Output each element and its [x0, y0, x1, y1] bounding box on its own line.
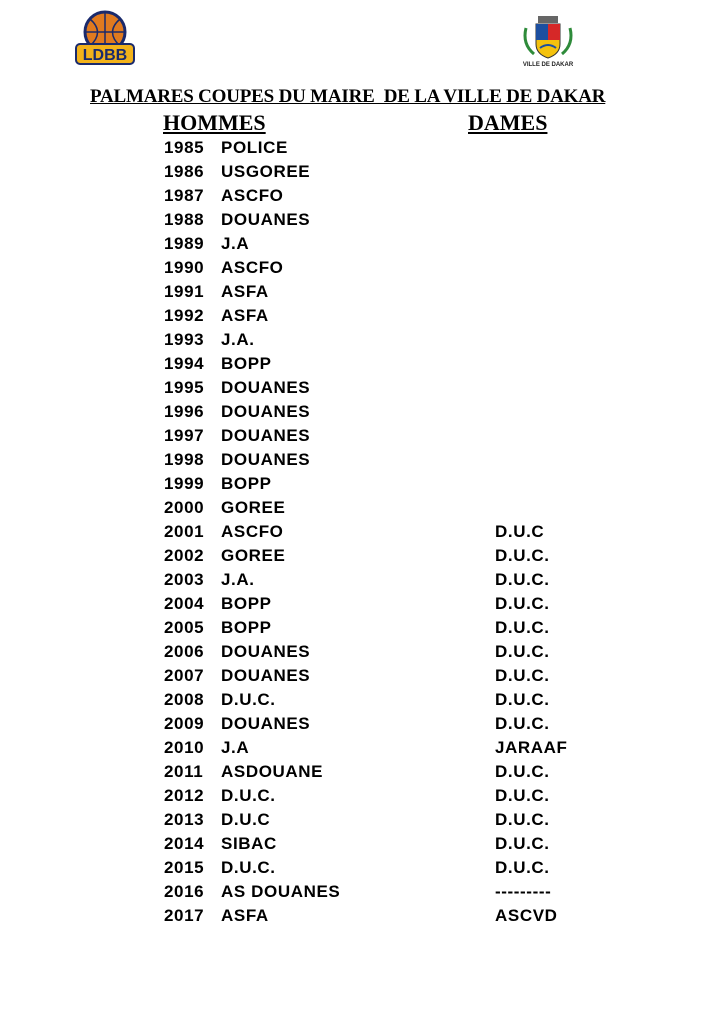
- row-year: 1991: [164, 282, 205, 301]
- row-women-winner: ASCVD: [495, 906, 558, 925]
- row-year: 1999: [164, 474, 205, 493]
- row-year: 2017: [164, 906, 205, 925]
- result-row: [0, 856, 723, 880]
- row-men-winner: BOPP: [221, 618, 272, 637]
- row-men-winner: ASFA: [221, 306, 269, 325]
- result-row: [0, 208, 723, 232]
- result-row: [0, 520, 723, 544]
- results-list: [0, 136, 723, 928]
- row-women-winner: D.U.C: [495, 522, 545, 541]
- result-row: [0, 568, 723, 592]
- row-women-winner: D.U.C.: [495, 666, 550, 685]
- row-men-winner: DOUANES: [221, 450, 311, 469]
- row-men-winner: DOUANES: [221, 378, 311, 397]
- row-men-winner: ASCFO: [221, 186, 284, 205]
- row-year: 2009: [164, 714, 205, 733]
- row-women-winner: D.U.C.: [495, 618, 550, 637]
- row-year: 2012: [164, 786, 205, 805]
- row-men-winner: J.A: [221, 738, 250, 757]
- row-year: 1993: [164, 330, 205, 349]
- result-row: [0, 688, 723, 712]
- row-men-winner: J.A.: [221, 330, 255, 349]
- row-women-winner: D.U.C.: [495, 810, 550, 829]
- row-men-winner: USGOREE: [221, 162, 311, 181]
- row-men-winner: D.U.C.: [221, 690, 276, 709]
- result-row: [0, 592, 723, 616]
- row-year: 1997: [164, 426, 205, 445]
- row-men-winner: DOUANES: [221, 714, 311, 733]
- result-row: [0, 256, 723, 280]
- row-year: 2007: [164, 666, 205, 685]
- row-men-winner: BOPP: [221, 474, 272, 493]
- women-column-header: DAMES: [468, 110, 548, 135]
- coat-of-arms-caption: VILLE DE DAKAR: [522, 62, 574, 68]
- row-year: 2000: [164, 498, 205, 517]
- row-year: 2003: [164, 570, 205, 589]
- row-year: 2013: [164, 810, 205, 829]
- row-men-winner: DOUANES: [221, 210, 311, 229]
- result-row: [0, 376, 723, 400]
- row-women-winner: JARAAF: [495, 738, 568, 757]
- row-year: 1995: [164, 378, 205, 397]
- row-year: 2002: [164, 546, 205, 565]
- row-men-winner: J.A: [221, 234, 250, 253]
- row-year: 2014: [164, 834, 205, 853]
- result-row: [0, 160, 723, 184]
- result-row: [0, 760, 723, 784]
- result-row: [0, 304, 723, 328]
- row-men-winner: ASFA: [221, 282, 269, 301]
- men-column-header: HOMMES: [163, 110, 266, 135]
- page-title: PALMARES COUPES DU MAIRE DE LA VILLE DE DAKAR: [90, 86, 606, 107]
- result-row: [0, 712, 723, 736]
- row-year: 1989: [164, 234, 205, 253]
- row-men-winner: BOPP: [221, 354, 272, 373]
- row-year: 2010: [164, 738, 205, 757]
- result-row: [0, 424, 723, 448]
- result-row: [0, 448, 723, 472]
- row-men-winner: GOREE: [221, 546, 286, 565]
- row-men-winner: DOUANES: [221, 642, 311, 661]
- row-women-winner: D.U.C.: [495, 858, 550, 877]
- league-logo-text: LDBB: [82, 47, 128, 64]
- row-men-winner: ASCFO: [221, 522, 284, 541]
- row-year: 2001: [164, 522, 205, 541]
- row-year: 2015: [164, 858, 205, 877]
- league-logo: [74, 10, 136, 68]
- row-men-winner: SIBAC: [221, 834, 277, 853]
- row-women-winner: D.U.C.: [495, 786, 550, 805]
- row-women-winner: D.U.C.: [495, 594, 550, 613]
- row-women-winner: ---------: [495, 882, 552, 901]
- row-men-winner: D.U.C: [221, 810, 271, 829]
- result-row: [0, 880, 723, 904]
- result-row: [0, 136, 723, 160]
- row-year: 2005: [164, 618, 205, 637]
- row-men-winner: ASDOUANE: [221, 762, 324, 781]
- row-men-winner: D.U.C.: [221, 858, 276, 877]
- row-women-winner: D.U.C.: [495, 642, 550, 661]
- row-men-winner: DOUANES: [221, 666, 311, 685]
- row-men-winner: D.U.C.: [221, 786, 276, 805]
- city-coat-of-arms: [518, 14, 578, 74]
- result-row: [0, 736, 723, 760]
- result-row: [0, 664, 723, 688]
- row-year: 1987: [164, 186, 205, 205]
- result-row: [0, 184, 723, 208]
- row-men-winner: ASFA: [221, 906, 269, 925]
- result-row: [0, 784, 723, 808]
- row-women-winner: D.U.C.: [495, 762, 550, 781]
- row-women-winner: D.U.C.: [495, 834, 550, 853]
- result-row: [0, 280, 723, 304]
- row-women-winner: D.U.C.: [495, 570, 550, 589]
- row-men-winner: POLICE: [221, 138, 288, 157]
- row-year: 2006: [164, 642, 205, 661]
- result-row: [0, 352, 723, 376]
- row-year: 2016: [164, 882, 205, 901]
- row-men-winner: DOUANES: [221, 402, 311, 421]
- result-row: [0, 328, 723, 352]
- result-row: [0, 640, 723, 664]
- row-women-winner: D.U.C.: [495, 690, 550, 709]
- row-women-winner: D.U.C.: [495, 546, 550, 565]
- result-row: [0, 400, 723, 424]
- row-men-winner: DOUANES: [221, 426, 311, 445]
- row-year: 1988: [164, 210, 205, 229]
- row-men-winner: AS DOUANES: [221, 882, 341, 901]
- row-year: 1990: [164, 258, 205, 277]
- row-women-winner: D.U.C.: [495, 714, 550, 733]
- row-year: 1994: [164, 354, 205, 373]
- row-year: 1986: [164, 162, 205, 181]
- row-year: 1985: [164, 138, 205, 157]
- result-row: [0, 904, 723, 928]
- row-men-winner: J.A.: [221, 570, 255, 589]
- result-row: [0, 232, 723, 256]
- row-year: 1996: [164, 402, 205, 421]
- row-year: 2011: [164, 762, 204, 781]
- result-row: [0, 616, 723, 640]
- row-men-winner: ASCFO: [221, 258, 284, 277]
- result-row: [0, 808, 723, 832]
- row-year: 2008: [164, 690, 205, 709]
- result-row: [0, 472, 723, 496]
- row-men-winner: GOREE: [221, 498, 286, 517]
- row-men-winner: BOPP: [221, 594, 272, 613]
- result-row: [0, 544, 723, 568]
- row-year: 2004: [164, 594, 205, 613]
- result-row: [0, 496, 723, 520]
- row-year: 1998: [164, 450, 205, 469]
- result-row: [0, 832, 723, 856]
- row-year: 1992: [164, 306, 205, 325]
